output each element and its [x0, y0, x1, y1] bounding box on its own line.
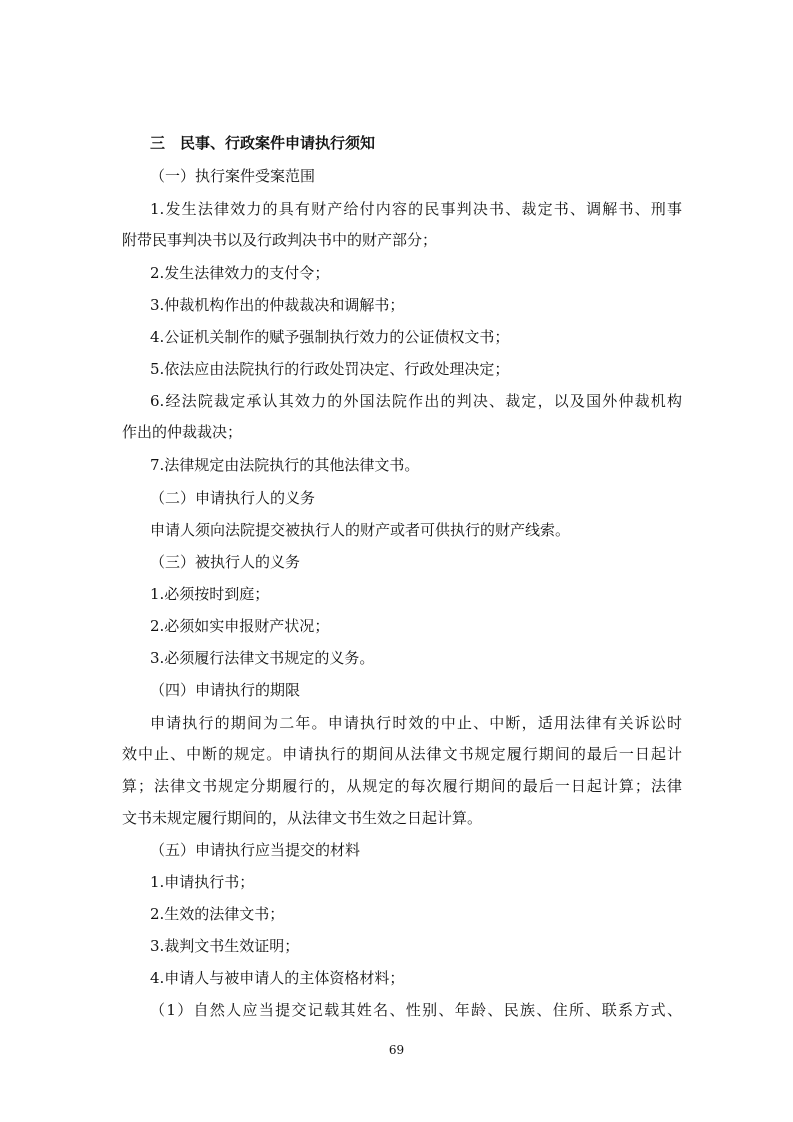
paragraph-line: 作出的仲裁裁决； — [122, 423, 243, 441]
list-item: 5.依法应由法院执行的行政处罚决定、行政处理决定； — [150, 360, 510, 378]
list-item: 7.法律规定由法院执行的其他法律文书。 — [150, 456, 420, 474]
paragraph-line: 算；法律文书规定分期履行的，从规定的每次履行期间的最后一日起计算；法律 — [122, 777, 682, 795]
paragraph-line: 申请人须向法院提交被执行人的财产或者可供执行的财产线索。 — [150, 521, 571, 539]
list-item: 1.必须按时到庭； — [150, 585, 270, 603]
subsection-title: （一）执行案件受案范围 — [150, 167, 316, 185]
paragraph-line: 文书未规定履行期间的，从法律文书生效之日起计算。 — [122, 809, 483, 827]
list-item: （1）自然人应当提交记载其姓名、性别、年龄、民族、住所、联系方式、 — [150, 1001, 682, 1019]
list-item: 3.必须履行法律文书规定的义务。 — [150, 649, 375, 667]
list-item: 2.发生法律效力的支付令； — [150, 264, 330, 282]
section-title: 三 民事、行政案件申请执行须知 — [150, 134, 376, 152]
subsection-title: （三）被执行人的义务 — [150, 553, 301, 571]
list-item: 1.申请执行书； — [150, 873, 255, 891]
list-item: 3.仲裁机构作出的仲裁裁决和调解书； — [150, 296, 405, 314]
list-item: 4.公证机关制作的赋予强制执行效力的公证债权文书； — [150, 328, 510, 346]
list-item: 4.申请人与被申请人的主体资格材料； — [150, 969, 405, 987]
subsection-title: （二）申请执行人的义务 — [150, 489, 316, 507]
subsection-title: （五）申请执行应当提交的材料 — [150, 841, 361, 859]
subsection-title: （四）申请执行的期限 — [150, 681, 301, 699]
paragraph-line: 申请执行的期间为二年。申请执行时效的中止、中断，适用法律有关诉讼时 — [150, 714, 682, 732]
page-number: 69 — [388, 1043, 405, 1057]
list-item: 2.生效的法律文书； — [150, 905, 285, 923]
paragraph-line: 6.经法院裁定承认其效力的外国法院作出的判决、裁定，以及国外仲裁机构 — [150, 392, 682, 410]
paragraph-line: 1.发生法律效力的具有财产给付内容的民事判决书、裁定书、调解书、刑事 — [150, 200, 682, 218]
list-item: 2.必须如实申报财产状况； — [150, 617, 330, 635]
paragraph-line: 效中止、中断的规定。申请执行的期间从法律文书规定履行期间的最后一日起计 — [122, 745, 682, 763]
list-item: 3.裁判文书生效证明； — [150, 937, 300, 955]
paragraph-line: 附带民事判决书以及行政判决书中的财产部分； — [122, 231, 438, 249]
